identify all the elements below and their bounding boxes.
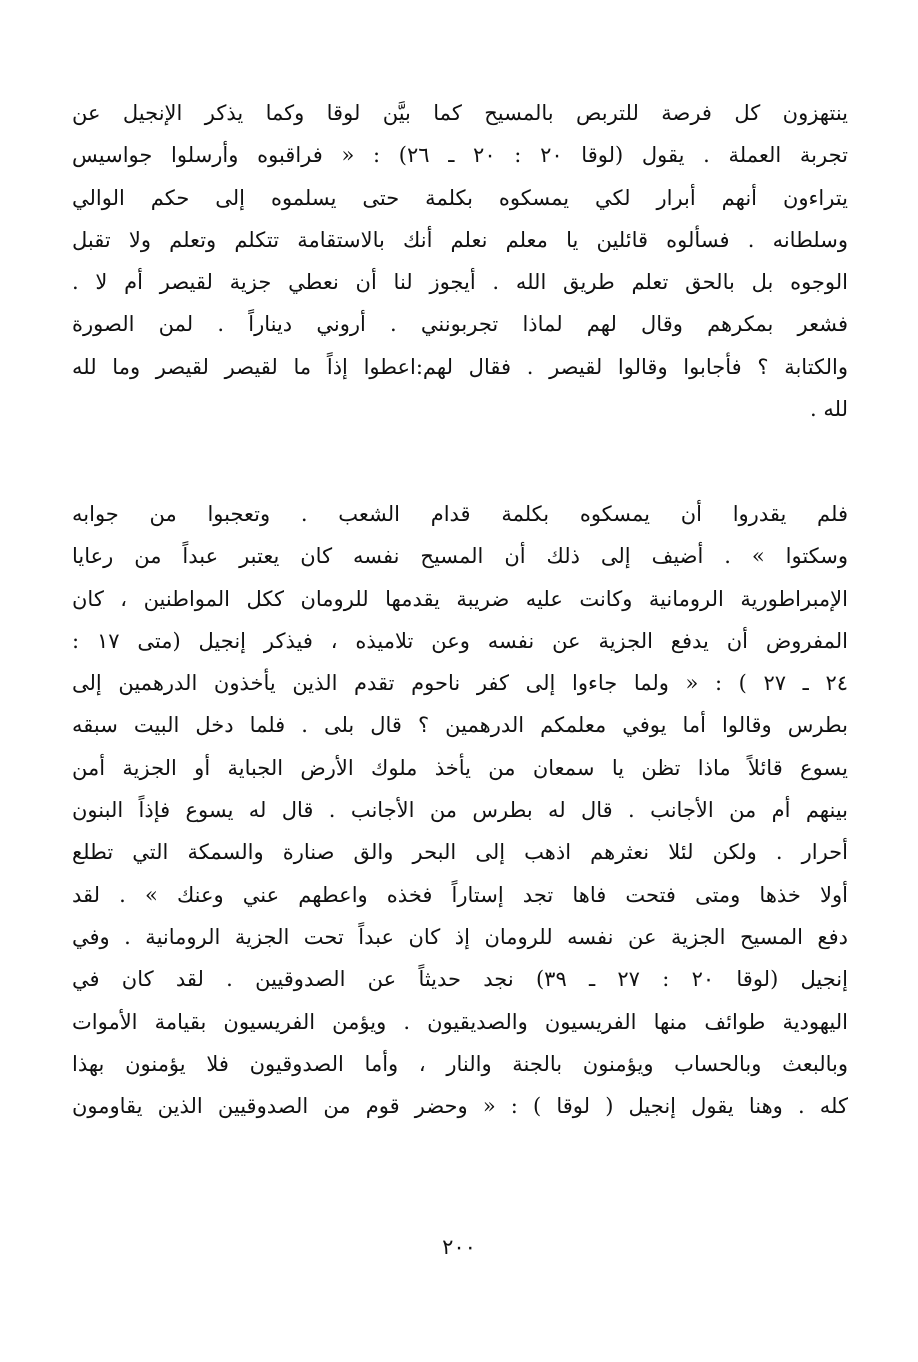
- text-line: ٢٤ ـ ٢٧ ) : « ولما جاءوا إلى كفر ناحوم تقدم الذين يأخذون الدرهمين إلى: [72, 671, 848, 696]
- text-line: ينتهزون كل فرصة للتربص بالمسيح كما بيَّن لوقا وكما يذكر الإنجيل عن: [72, 101, 848, 125]
- text-line: وسكتوا » . أضيف إلى ذلك أن المسيح نفسه كان يعتبر عبداً من رعايا: [72, 544, 848, 569]
- paragraph-1: [72, 92, 848, 430]
- text-line: المفروض أن يدفع الجزية عن نفسه وعن تلاميذه ، فيذكر إنجيل (متى ١٧ :: [72, 628, 848, 653]
- paragraph-2: [72, 493, 848, 1127]
- text-line: الإمبراطورية الرومانية وكانت عليه ضريبة يقدمها للرومان ككل المواطنين ، كان: [72, 586, 848, 611]
- text-line: كله . وهنا يقول إنجيل ( لوقا ) : « وحضر قوم من الصدوقيين الذين يقاومون: [72, 1094, 848, 1119]
- text-line: لله .: [810, 397, 848, 422]
- text-line: يتراءون أنهم أبرار لكي يمسكوه بكلمة حتى يسلموه إلى حكم الوالي: [72, 185, 848, 210]
- text-line: إنجيل (لوقا ٢٠ : ٢٧ ـ ٣٩) نجد حديثاً عن الصدوقيين . لقد كان في: [72, 967, 848, 992]
- text-line: تجربة العملة . يقول (لوقا ٢٠ : ٢٠ ـ ٢٦) : « فراقبوه وأرسلوا جواسيس: [72, 143, 848, 168]
- text-line: فلم يقدروا أن يمسكوه بكلمة قدام الشعب . وتعجبوا من جوابه: [72, 502, 848, 526]
- text-line: أحرار . ولكن لئلا نعثرهم اذهب إلى البحر والق صنارة والسمكة التي تطلع: [72, 840, 848, 865]
- text-line: بينهم أم من الأجانب . قال له بطرس من الأجانب . قال له يسوع فإذاً البنون: [72, 798, 848, 823]
- text-line: أولا خذها ومتى فتحت فاها تجد إستاراً فخذه واعطهم عني وعنك » . لقد: [72, 882, 848, 907]
- page-number: ٢٠٠: [442, 1235, 476, 1259]
- text-line: فشعر بمكرهم وقال لهم لماذا تجربونني . أروني ديناراً . لمن الصورة: [72, 312, 848, 337]
- text-line: بطرس وقالوا أما يوفي معلمكم الدرهمين ؟ قال بلى . فلما دخل البيت سبقه: [72, 713, 848, 738]
- text-line: وسلطانه . فسألوه قائلين يا معلم نعلم أنك بالاستقامة تتكلم وتعلم ولا تقبل: [72, 227, 848, 252]
- text-line: وبالبعث وبالحساب ويؤمنون بالجنة والنار ، وأما الصدوقيون فلا يؤمنون بهذا: [72, 1051, 848, 1076]
- text-line: دفع المسيح الجزية عن نفسه للرومان إذ كان عبداً تحت الجزية الرومانية . وفي: [72, 924, 848, 949]
- text-line: الوجوه بل بالحق تعلم طريق الله . أيجوز لنا أن نعطي جزية لقيصر أم لا .: [72, 270, 848, 295]
- text-line: يسوع قائلاً ماذا تظن يا سمعان من يأخذ ملوك الأرض الجباية أو الجزية أمن: [72, 755, 848, 780]
- text-line: والكتابة ؟ فأجابوا وقالوا لقيصر . فقال لهم:اعطوا إذاً ما لقيصر لقيصر وما لله: [72, 354, 848, 379]
- text-line: اليهودية طوائف منها الفريسيون والصديقيون . ويؤمن الفريسيون بقيامة الأموات: [72, 1009, 848, 1034]
